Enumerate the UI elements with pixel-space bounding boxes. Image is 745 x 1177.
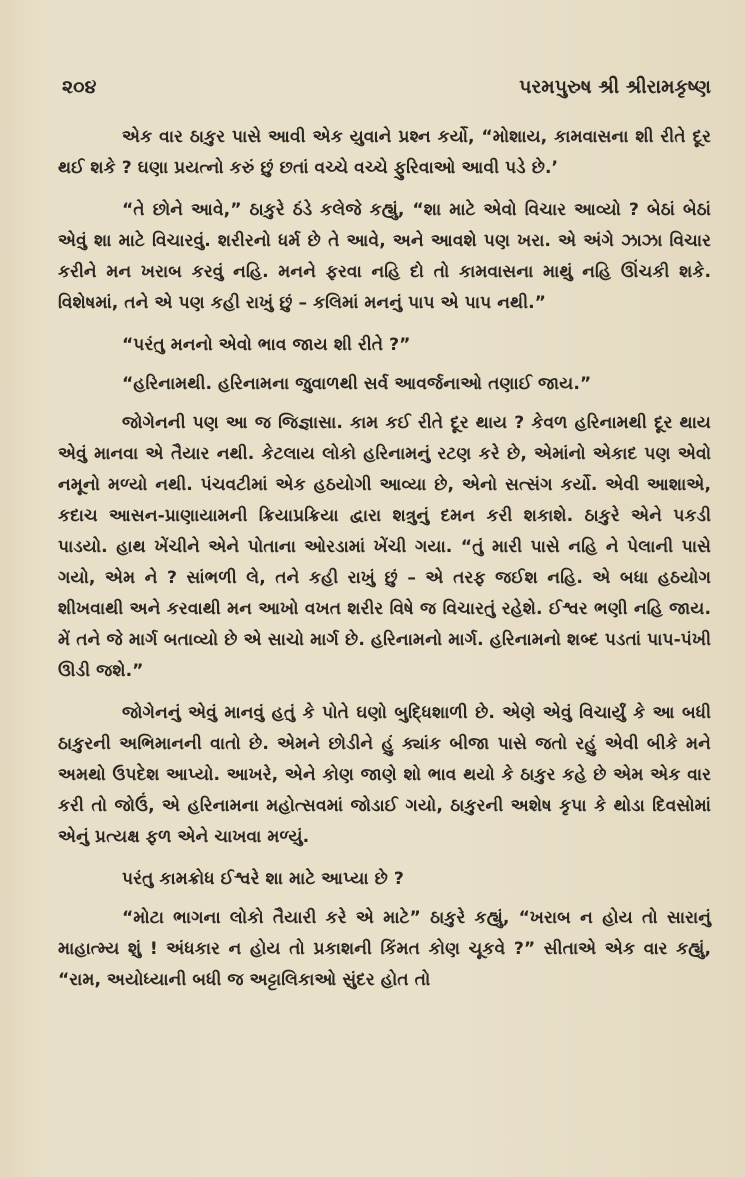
body-text	[58, 122, 711, 1007]
page-number: ૨૦૪	[62, 76, 97, 98]
running-title: પરમપુરુષ શ્રી શ્રીરામકૃષ્ણ	[519, 76, 711, 98]
paragraph: “હરિનામથી. હરિનામના જુવાળથી સર્વ આવર્જનાઓ તણાઈ જાય.”	[122, 374, 592, 394]
paragraph: જોગેનનું એવું માનવું હતું કે પોતે ઘણો બુદ્ધિશાળી છે. એણે એવું વિચાર્યું કે આ બધી ઠાકુરની અભિમાનની વાતો છે. એમને છોડીને હું ક્યાંક બીજા પાસે જતો રહું એવી બીકે મને અમથો ઉપદેશ આપ્યો. આખરે, એને કોણ જાણે શો ભાવ થયો કે ઠાકુર કહે છે એમ એક વાર કરી તો જોઉં, એ હરિનામના મહોત્સવમાં જોડાઈ ગયો, ઠાકુરની અશેષ કૃપા કે થોડા દિવસોમાં એનું પ્રત્યક્ષ ફળ એને ચાખવા મળ્યું.	[58, 703, 711, 847]
paragraph: “તે છોને આવે,” ઠાકુરે ઠંડે કલેજે કહ્યું, “શા માટે એવો વિચાર આવ્યો ? બેઠાં બેઠાં એવું શા માટે વિચારવું. શરીરનો ધર્મ છે તે આવે, અને આવશે પણ ખરા. એ અંગે ઝાઝા વિચાર કરીને મન ખરાબ કરવું નહિ. મનને ફરવા નહિ દો તો કામવાસના માથું નહિ ઊંચકી શકે. વિશેષમાં, તને એ પણ કહી રાખું છું – કલિમાં મનનું પાપ એ પાપ નથી.”	[58, 200, 711, 313]
page-header	[62, 76, 711, 106]
paragraph: પરંતુ કામક્રોધ ઈશ્વરે શા માટે આપ્યા છે ?	[122, 869, 404, 889]
paragraph: “મોટા ભાગના લોકો તૈયારી કરે એ માટે” ઠાકુરે કહ્યું, “ખરાબ ન હોય તો સારાનું માહાત્મ્ય શું ! અંધકાર ન હોય તો પ્રકાશની કિંમત કોણ ચૂકવે ?” સીતાએ એક વાર કહ્યું, “રામ, અયોધ્યાની બધી જ અટ્ટાલિકાઓ સુંદર હોત તો	[58, 908, 711, 990]
paragraph: જોગેનની પણ આ જ જિજ્ઞાસા. કામ કઈ રીતે દૂર થાય ? કેવળ હરિનામથી દૂર થાય એવું માનવા એ તૈયાર નથી. કેટલાય લોકો હરિનામનું રટણ કરે છે, એમાંનો એકાદ પણ એવો નમૂનો મળ્યો નથી. પંચવટીમાં એક હઠયોગી આવ્યા છે, એનો સત્સંગ કર્યો. એવી આશાએ, કદાચ આસન-પ્રાણાયામની ક્રિયાપ્રક્રિયા દ્વારા શત્રુનું દમન કરી શકાશે. ઠાકુરે એને પકડી પાડયો. હાથ ખેંચીને એને પોતાના ઓરડામાં ખેંચી ગયા. “તું મારી પાસે નહિ ને પેલાની પાસે ગયો, એમ ને ? સાંભળી લે, તને કહી રાખું છું – એ તરફ જઈશ નહિ. એ બધા હઠયોગ શીખવાથી અને કરવાથી મન આખો વખત શરીર વિષે જ વિચારતું રહેશે. ઈશ્વર ભણી નહિ જાય. મેં તને જે માર્ગ બતાવ્યો છે એ સાચો માર્ગ છે. હરિનામનો માર્ગ. હરિનામનો શબ્દ પડતાં પાપ-પંખી ઊડી જશે.”	[58, 413, 711, 681]
paragraph: એક વાર ઠાકુર પાસે આવી એક યુવાને પ્રશ્ન કર્યો, “મોશાય, કામવાસના શી રીતે દૂર થઈ શકે ? ઘણા પ્રયત્નો કરું છું છતાં વચ્ચે વચ્ચે ફુરિવાઓ આવી પડે છે.’	[58, 127, 711, 178]
paragraph: “પરંતુ મનનો એવો ભાવ જાય શી રીતે ?”	[122, 335, 411, 355]
